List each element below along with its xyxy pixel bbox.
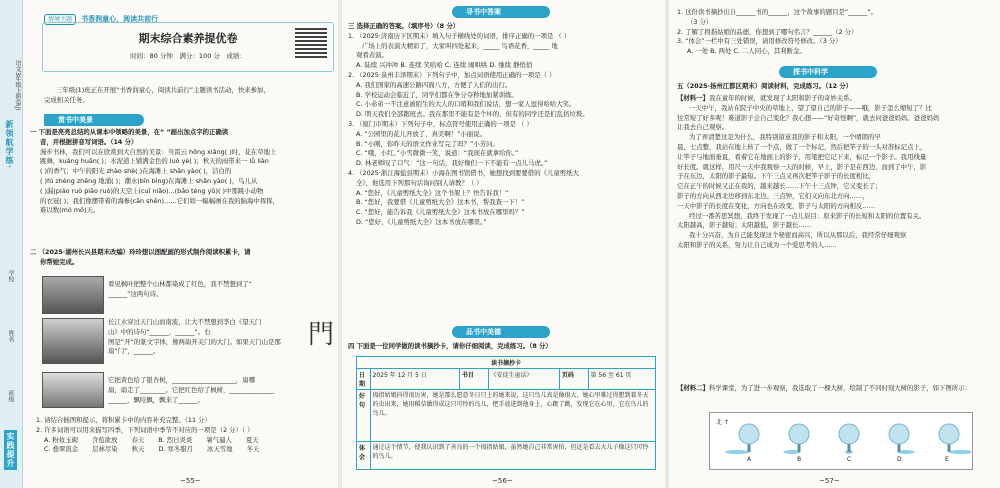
tree-label-a: A <box>747 456 752 463</box>
section-banner-2: 寻书中答案 <box>452 6 550 18</box>
reading-card-feel: 通过这个情节，使我认识到了善良的一个拇指姑娘，虽然她自己非常害怕，但还是看去大儿子像这只可怜的鸟儿。 <box>370 442 655 470</box>
section-banner-3: 品书中美德 <box>452 326 550 338</box>
material-2: 【材料二】科学课堂，为了进一步观察，我选取了一棵大树，绘制了不同时刻大树的影子，如下图所示： <box>677 384 971 392</box>
tree-crown <box>789 424 809 444</box>
page-57 <box>669 0 1000 488</box>
reading-card-good: 拇指姑娘抖得很厉害，她是那么愿意冬日只上的她来说，这只鸟儿真是像很大，她心里难过得想到着冬天的虫出来，她用稻草做得成这只可怜的鸟儿，把手放进到他身上，心跳了跳，发现它在心里，它在鸟儿的鸟儿。 <box>370 390 655 442</box>
page-number: ~57~ <box>819 477 840 485</box>
exam-meta: 时间：80 分钟 满分：100 分 成绩： <box>130 52 246 60</box>
page-56 <box>342 0 665 488</box>
tianmen-mountain-image <box>42 318 104 364</box>
autumn-tree-image <box>42 372 104 408</box>
tree-crown <box>739 424 759 444</box>
section-banner-4: 探书中科学 <box>779 66 877 78</box>
question-2: 二 （2025·湖州长兴县期末改编）玲玲想以图配画的形式制作阅读积累卡，请 你帮她完成。 <box>30 248 251 266</box>
tree-crown <box>839 424 859 444</box>
tree-shadow <box>725 450 749 454</box>
sidebar-class-label: 班级 <box>7 390 14 402</box>
card-3: 它把黄色给了银杏树，____________________，扇哪 扇，扇走了________。它把红色给了枫树，______________ ______，飘哇飘，飘来了______。 <box>108 376 275 404</box>
page-number: ~55~ <box>180 477 201 485</box>
reading-card-title: 读书摘抄卡 <box>357 357 656 369</box>
sidebar-brand: 新领航学练· <box>5 120 14 170</box>
sidebar-grade: 语文3年级上册(RJ) <box>14 60 21 111</box>
question-1: 一 下面是亮亮总结的从课本中领略的美景，在“ ”画出加点字的正确读 音，并根据拼音写词语。（14 分） 漫步书林，我们可以在欣赏到大自然的美景：当雷云 hōng xiǎng( )时，花在草地上 跳舞，kuáng huān( )；水泥道上铺满金色的 luò yè( )；秋天的雨带来一 lǚ liàn ( )的香气；中午的阳光 zhào shè( )在海滩上 shǎn yào( )，洁白的 ( )fú zhèng zhēng 地涌( )；潮水(bīn bìng)在海滩上 shǎn yào( )，鸟儿从 ( )漏(piáo ruò piāo ruò)的天空上(cuī niǎo)...(bāo téng yǔ)( )中那跳小动物 的衣冠( )；我们像摆带着的海参(cān shēn)……它们如一幅幅画在我的脑海中挥挥， 难以数(mó mǒ)天。 <box>30 128 334 216</box>
tree-label-e: E <box>945 456 949 463</box>
page-sidebar <box>0 0 23 488</box>
page-55 <box>0 0 338 488</box>
sidebar-name-label: 姓名 <box>7 330 14 342</box>
question-3: 三 选择正确的答案。（填序号）（8 分） 1. （2025·济南历下区期末）填入句子横线处的词语，排序正确的一项是 （ ） 广场上的表演大精彩了，大家叫四处起来，_____ 鸟语花香，_____ 地 观看表演。 A. 陆续 兴冲冲 B. 连续 笑哈哈 C. 连续 闹哄哄 D. 继续 静悄悄 2. （2025·泉州丰泽期末）下列句子中，加点词语使用正确的一项是（ ） A. 我们国家的高速公路四面八方，方便了人们的出行。 B. 学校运动会临近了，同学们都在争分夺秒地加紧训练。 C. 小弟弟一不注意被陌生的大人的口哨和我们说话，想一家人逗得哈哈大笑。 D. 明天我们全部跑班去。我在那里不能有是个坏的，但有的同学还是们乱扔垃圾。 3. （厦门市期末）下列句子中，标点符号使用正确的一项是 （ ） A. “公园里的花儿开放了，真美啊！”小丽说。 B. “小刚，你昨天的语文作业写完了吗？”小芳问。 C. “哦，小红。”小雪微微一笑，说道：“我现在就拿给你。” D. 林老师叹了口气：“这一句话，我好像们一下不能有一点儿马虎。” 4. （2025·浙江海盐县期末）小海在图书馆借书，她想找到要要借的《儿童剪纸大 全》，他选用下列那句话询问别人请教？（ ） A. “您好，《儿童剪纸大全》这个书架上？快告诉我！” B. “您好，我要借《儿童剪纸大全》这本书，帮我查一下！” C. “您好，能告诉我《儿童剪纸大全》这本书放在哪里吗？” D. “您好，《儿童剪纸大全》这本书放在哪里。” <box>348 22 589 226</box>
section-banner-1: 赏书中美景 <box>44 114 144 126</box>
card-2: 长江水穿过天门山而南流，让大不禁想到李白《望天门 山》中的诗句“______，______”。右 图是“开”的篆文字体，像两扇开关门的大门。如果天门山是那 扇“门”，______。 <box>108 318 281 356</box>
exam-title: 期末综合素养提优卷 <box>138 32 238 45</box>
tree-crown <box>889 424 909 444</box>
page-number: ~56~ <box>492 477 513 485</box>
q4-head: 四 下面是一位同学做的读书摘抄卡，请你仔细阅读，完成练习。（8 分） <box>348 342 552 350</box>
theme-title: 书香润童心，阅读共前行 <box>81 15 159 23</box>
sidebar-logo: 实践提升 <box>6 432 15 468</box>
q2-subquestions: 1. 请结合插图和提示，将积累卡中的内容补充完整。（11 分） 2. 许多词语可以用来描写四季，下列词语中季节不对应的一项是（2 分）（ ） A. 粉妆玉砌 含苞欲放 春天 B. 烈日炎炎 暑气逼人 夏天 C. 叠翠流金 层林尽染 秋天 D. 寒冬腊月 冰天雪地 冬天 <box>36 416 260 454</box>
theme-tag: 情境主题 <box>44 14 76 25</box>
exam-title-box <box>42 22 334 72</box>
q5-head: 五（2025·扬州江都区期末）阅读材料，完成练习。（12 分） <box>677 82 853 90</box>
q1-head: 一 下面是亮亮总结的从课本中领略的美景，在“ ”画出加点字的正确读 <box>30 128 229 136</box>
tree-label-d: D <box>897 456 902 463</box>
compass-icon: 北 ↑ <box>716 419 729 426</box>
seal-character-icon: 門 <box>308 320 335 350</box>
tree-label-b: B <box>797 456 802 463</box>
maple-mountain-image <box>42 276 104 314</box>
card-1: 看见枫叶把整个山林都染成了红色，我不禁想到了“ ______”这两句诗。 <box>108 280 252 298</box>
tree-label-c: C <box>847 456 852 463</box>
tree-shadow <box>949 450 971 454</box>
material-1: 【材料一】我在童年的时候，就发现了太阳和影子的奇妙关系。 一天中午，我站在院子中央的草地上，望了望自己的影子——哦，影子怎么缩短了？比 往常短了好多呢！难道影子会自己变化？我心想——“好奇怪啊”，就去问爸爸妈妈。爸爸妈妈 让我去自己观察。 为了弄清楚这是为什么，我特别留意我的影子和太阳，一个晴朗的早 晨，七点整，我站在地上转了一个点，做了一个标记，然后把竿子的一头对准标记点上， 让竿子与地面垂直，看着它在地面上的影子，用笔把它记下来，标记一个影子。我用线量 好长度。就这样，用尺一天中我观察一天的时候，早上，影子是在西边，而到了中午，影 子在东边，太阳的影子最短。下午三点又再次把竿子影子的长度相比， 它在正午的时候又正在我的，越来越长……下午十三点钟，它又变长了； 影子的方向从西北边移到东北边。三点钟，它们又向东北方向……， 一天中影子的长度在变化，方向也在改变，影子与太阳的方向相反…… 经过一番苦思冥想，我终于发现了一点儿眉目：原来影子的长短和太阳的位置有关。 太阳越高，影子越短；太阳越低，影子越长…… 我十分兴奋，为自己能发现这个秘密而高兴，所以从那以后，我经常仔细观察 太阳和影子的关系，努力让自己成为一个爱思考的人…… <box>677 94 940 249</box>
tree-crown <box>939 424 959 444</box>
sidebar-school-label: 学校 <box>7 270 14 282</box>
reading-card: 读书摘抄卡 日期 2025 年 12 月 5 日 书目 《安徒生童话》 页码 第 56 至 61 页 好句 拇指姑娘抖得很厉害，她是那么愿意冬日只上的她来说，这只鸟儿真是像很大，她心里难过得想到着冬天的虫出来，她用稻草做得成这只可怜的鸟儿，把手放进到他身上，心跳了跳，发现它在心里，它在鸟儿的鸟儿。 体会 通过这个情节，使我认识到了善良的一个拇指姑娘，虽然她自己非常害怕，但还是看去大儿子像这只可怜的鸟儿。 <box>356 356 656 470</box>
qr-code[interactable] <box>295 26 327 58</box>
q4-subquestions: 1. 这份读书摘抄出自______书的______，这个故事的题目是“______”。 （3 分） 2. 了解了拇指姑娘的品德，你想到了哪句名言？______（2 分） 3. “体会”一栏中有三处错误，请用修改符号修改。（3 分） A. 一处 B. 两处 C. 二人同心，其利断金。 <box>677 8 878 56</box>
intro: 三年级(1)班正在开展“书香润童心，阅读共前行”主题读书活动，快来参加， 完成相关任务。 <box>44 86 270 104</box>
